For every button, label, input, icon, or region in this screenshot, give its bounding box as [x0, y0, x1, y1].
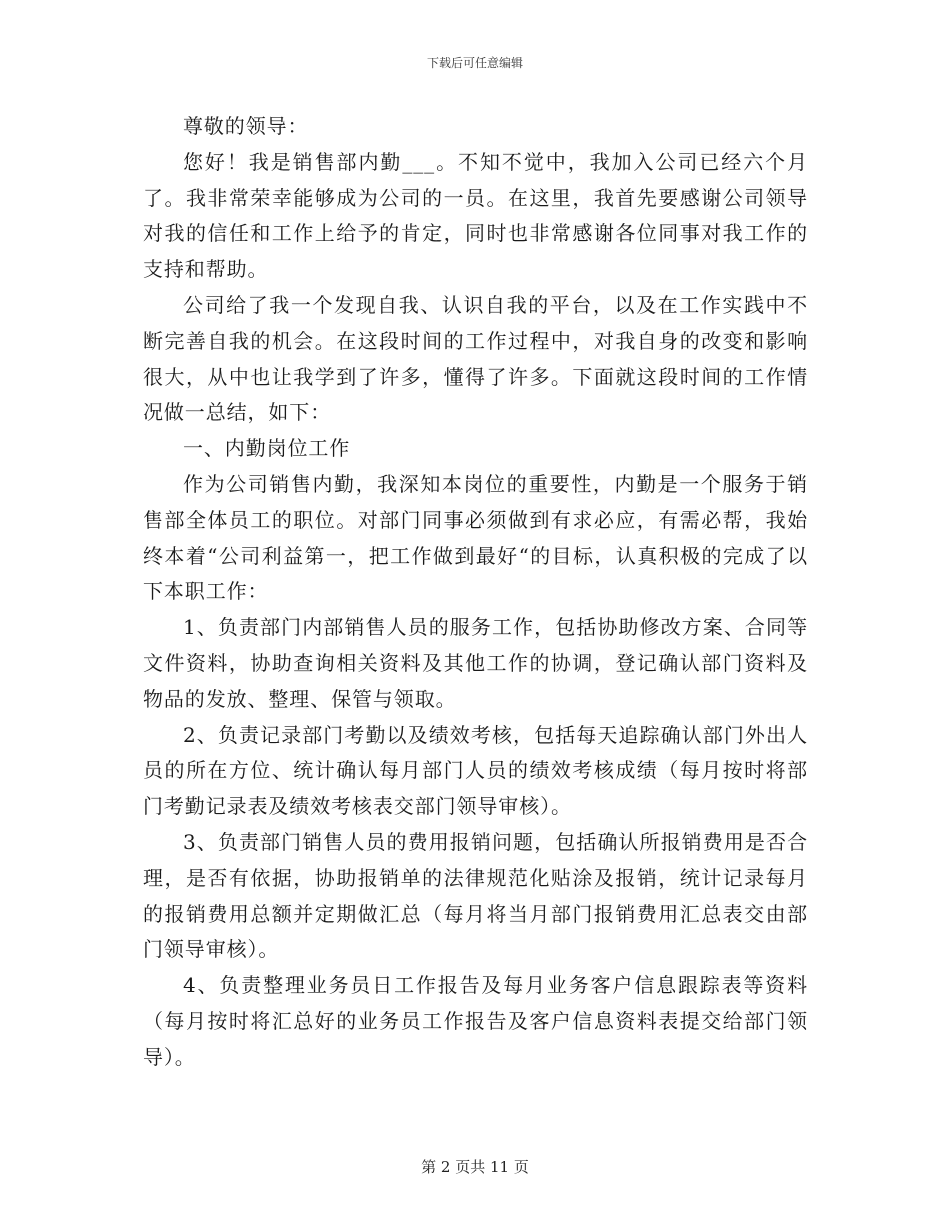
list-item-3: 3、负责部门销售人员的费用报销问题，包括确认所报销费用是否合理，是否有依据，协助报销单的法律规范化贴涂及报销，统计记录每月的报销费用总额并定期做汇总（每月将当月部门报销费用汇总表交由部门领导审核）。 [143, 829, 808, 962]
salutation: 尊敬的领导： [183, 114, 309, 138]
page-header: 下载后可任意编辑 [426, 56, 523, 70]
paragraph-platform: 公司给了我一个发现自我、认识自我的平台，以及在工作实践中不断完善自我的机会。在这段时间的工作过程中，对我自身的改变和影响很大，从中也让我学到了许多，懂得了许多。下面就这段时间的工作情况做一总结，如下： [143, 292, 808, 425]
page-number: 第 2 页共 11 页 [421, 1158, 529, 1176]
list-item-1: 1、负责部门内部销售人员的服务工作，包括协助修改方案、合同等文件资料，协助查询相关资料及其他工作的协调，登记确认部门资料及物品的发放、整理、保管与领取。 [143, 615, 808, 711]
list-item-2: 2、负责记录部门考勤以及绩效考核，包括每天追踪确认部门外出人员的所在方位、统计确认每月部门人员的绩效考核成绩（每月按时将部门考勤记录表及绩效考核表交部门领导审核）。 [143, 722, 808, 819]
document-body [143, 109, 808, 1076]
list-item-4: 4、负责整理业务员日工作报告及每月业务客户信息跟踪表等资料（每月按时将汇总好的业务员工作报告及客户信息资料表提交给部门领导）。 [143, 973, 808, 1069]
paragraph-role: 作为公司销售内勤，我深知本岗位的重要性，内勤是一个服务于销售部全体员工的职位。对部门同事必须做到有求必应，有需必帮，我始终本着“公司利益第一，把工作做到最好“的目标，认真积极的完成了以下本职工作： [143, 471, 808, 604]
section-heading: 一、内勤岗位工作 [183, 436, 351, 461]
paragraph-intro: 您好！我是销售部内勤___。不知不觉中，我加入公司已经六个月了。我非常荣幸能够成为公司的一员。在这里，我首先要感谢公司领导对我的信任和工作上给予的肯定，同时也非常感谢各位同事对我工作的支持和帮助。 [143, 149, 808, 282]
